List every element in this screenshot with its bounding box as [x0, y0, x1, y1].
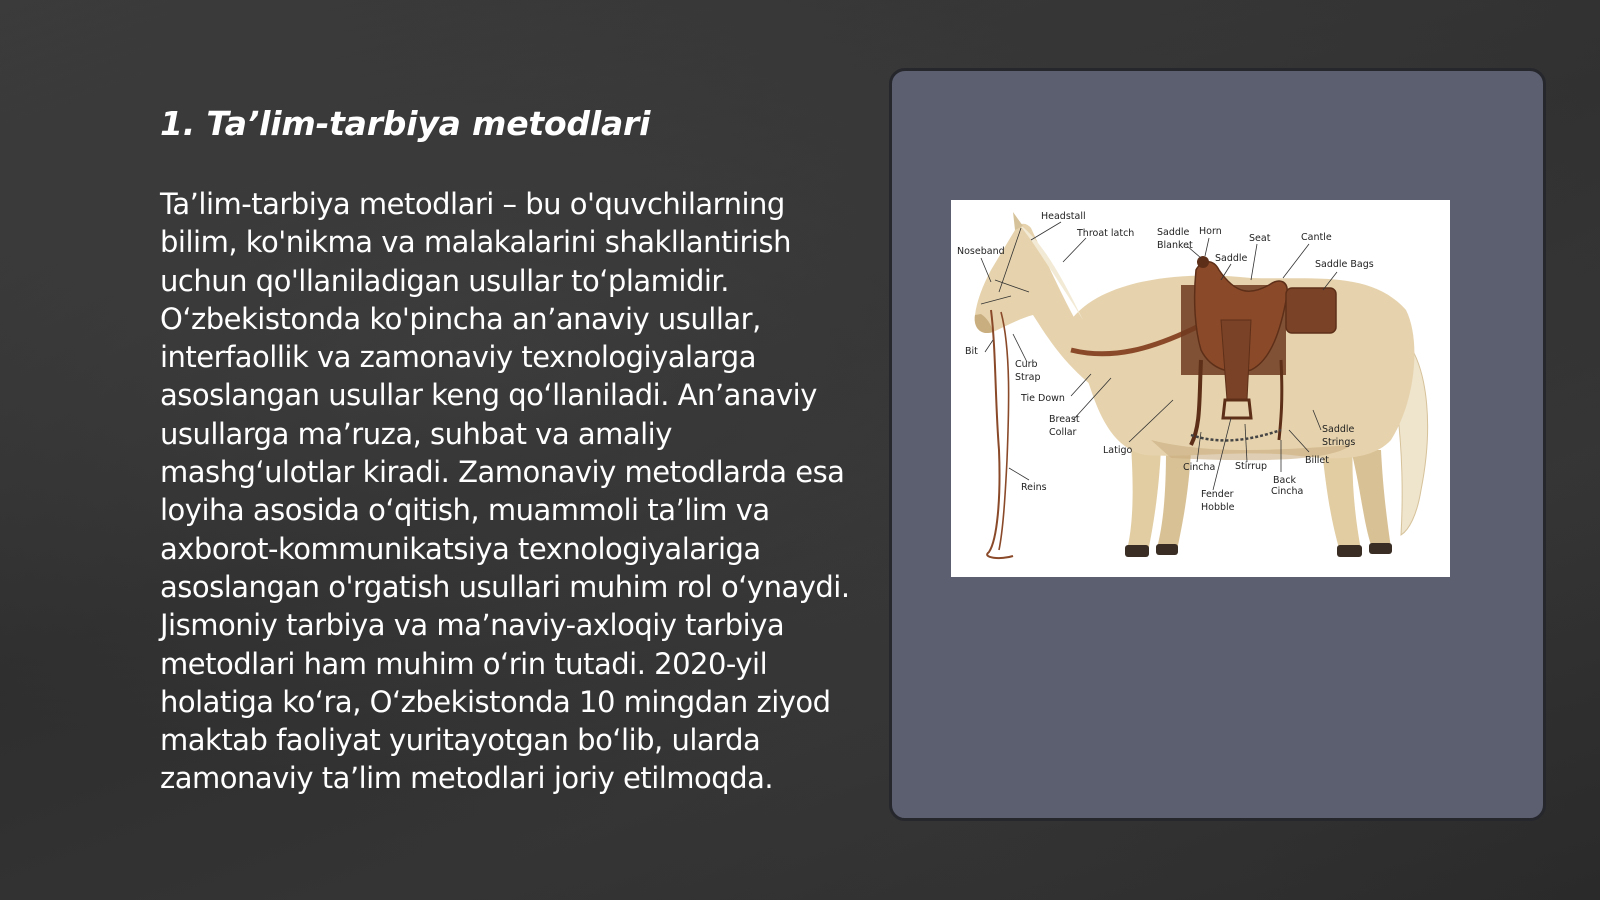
- label-saddle-strings-1: Saddle: [1322, 424, 1355, 435]
- hoof-front-near: [1125, 545, 1149, 557]
- saddle-horn: [1197, 256, 1209, 268]
- reins-strap: [987, 310, 1013, 558]
- label-back-cincha-2: Cincha: [1271, 486, 1304, 497]
- label-saddle-blanket-2: Blanket: [1157, 240, 1193, 251]
- label-reins: Reins: [1021, 482, 1047, 493]
- label-saddle-blanket-1: Saddle: [1157, 227, 1190, 238]
- label-curb-strap-2: Strap: [1015, 372, 1041, 383]
- hoof-hind-far: [1369, 543, 1392, 554]
- saddle-bags: [1286, 288, 1336, 333]
- label-noseband: Noseband: [957, 246, 1005, 257]
- label-cincha: Cincha: [1183, 462, 1216, 473]
- label-cantle: Cantle: [1301, 232, 1332, 243]
- label-saddle: Saddle: [1215, 253, 1248, 264]
- label-bit: Bit: [965, 346, 978, 357]
- reins-strap-2: [999, 312, 1009, 550]
- label-breast-collar-1: Breast: [1049, 414, 1080, 425]
- label-horn: Horn: [1199, 226, 1222, 237]
- label-fender-hobble-2: Hobble: [1201, 502, 1235, 513]
- label-headstall: Headstall: [1041, 211, 1086, 222]
- label-tie-down: Tie Down: [1021, 393, 1065, 404]
- label-back-cincha-1: Back: [1273, 475, 1297, 486]
- label-throat-latch: Throat latch: [1077, 228, 1135, 239]
- slide-title: 1. Ta’lim-tarbiya metodlari: [160, 104, 651, 143]
- label-fender-hobble-1: Fender: [1201, 489, 1234, 500]
- slide-body-text: Ta’lim-tarbiya metodlari – bu o'quvchilarning bilim, ko'nikma va malakalarini shakllantirish uchun qo'llaniladigan usullar to‘plamidir. O‘zbekistonda ko'pincha an’anaviy usullar, interfaollik va zamonaviy texnologiyalarga asoslangan usullar keng qo‘llaniladi. An’anaviy usullarga ma’ruza, suhbat va amaliy mashg‘ulotlar kiradi. Zamonaviy metodlarda esa loyiha asosida o‘qitish, muammoli ta’lim va axborot-kommunikatsiya texnologiyalariga asoslangan o'rgatish usullari muhim rol o‘ynaydi. Jismoniy tarbiya va ma’naviy-axloqiy tarbiya metodlari ham muhim o‘rin tutadi. 2020-yil holatiga ko‘ra, O‘zbekistonda 10 mingdan ziyod maktab faoliyat yuritayotgan bo‘lib, ularda zamonaviy ta’lim metodlari joriy etilmoqda.: [160, 187, 850, 796]
- label-breast-collar-2: Collar: [1049, 427, 1077, 438]
- label-billet: Billet: [1305, 455, 1330, 466]
- horse-illustration: [951, 200, 1450, 577]
- label-stirrup: Stirrup: [1235, 461, 1268, 472]
- horse-tack-diagram: [951, 200, 1450, 577]
- hoof-hind-near: [1337, 545, 1362, 557]
- label-saddle-bags: Saddle Bags: [1315, 259, 1374, 270]
- horse-front-leg-near: [1127, 445, 1161, 552]
- label-latigo: Latigo: [1103, 445, 1133, 456]
- hoof-front-far: [1156, 544, 1178, 555]
- label-seat: Seat: [1249, 233, 1271, 244]
- label-curb-strap-1: Curb: [1015, 359, 1038, 370]
- label-saddle-strings-2: Strings: [1322, 437, 1356, 448]
